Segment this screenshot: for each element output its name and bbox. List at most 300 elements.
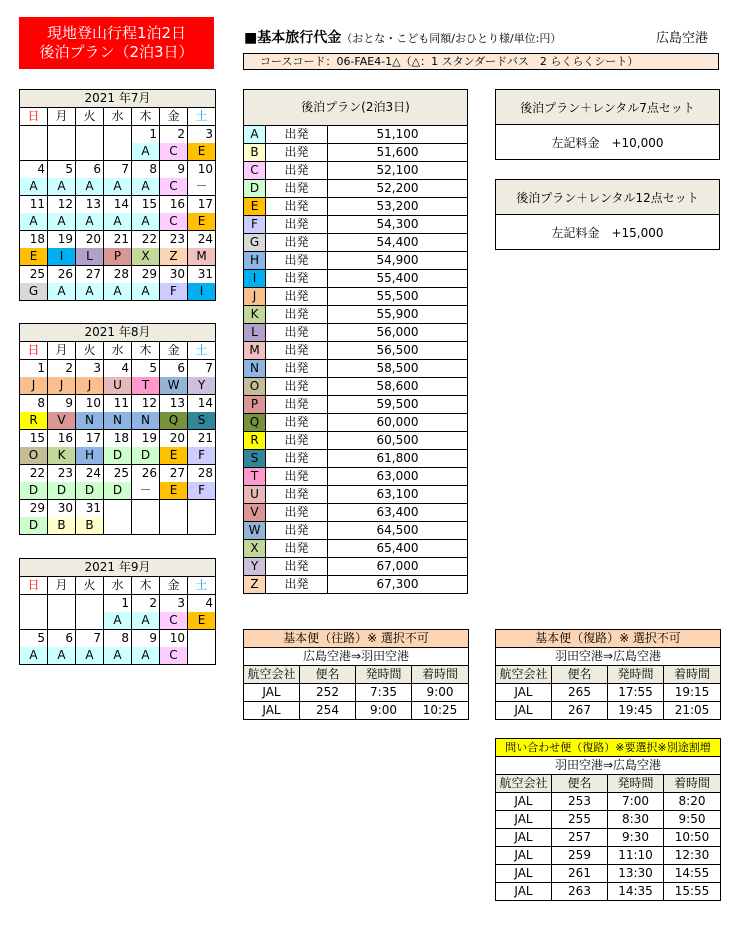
calendar-date: 20 [160,430,188,448]
calendar-price-code: X [132,248,160,266]
calendar-date: 2 [160,126,188,144]
calendar-table [19,89,216,301]
departure-label: 出発 [266,270,328,288]
flight-outbound-table [243,629,469,720]
price-value: 55,900 [328,306,468,324]
weekday-label: 木 [132,577,160,595]
calendar-date: 11 [20,196,48,214]
airline: JAL [496,865,552,883]
calendar-price-code: R [20,412,48,430]
plan-title-line1: 現地登山行程1泊2日 [46,24,187,42]
departure-time: 9:00 [356,702,412,720]
departure-time: 17:55 [608,684,664,702]
weekday-label: 水 [104,108,132,126]
price-row [244,180,468,198]
flight-column-header: 航空会社 [244,666,300,684]
calendar-date: 8 [20,395,48,413]
calendar-date [48,595,76,613]
price-row [244,558,468,576]
flight-number: 253 [552,793,608,811]
calendar-price-code: M [188,248,216,266]
arrival-time: 21:05 [664,702,721,720]
calendar-price-code: D [104,447,132,465]
departure-label: 出発 [266,126,328,144]
calendar-date: 28 [104,266,132,284]
flight-inquiry-table [495,738,721,901]
calendar-price-code: K [48,447,76,465]
airline: JAL [496,702,552,720]
price-value: 55,500 [328,288,468,306]
calendar-date: 2 [48,360,76,378]
calendar-date: 6 [48,630,76,648]
airline: JAL [244,702,300,720]
calendar-price-code: L [76,248,104,266]
arrival-time: 8:20 [664,793,721,811]
price-code: G [244,234,266,252]
price-row [244,270,468,288]
calendar-price-code: A [20,178,48,196]
calendar-price-code: F [160,283,188,301]
calendar-table [19,323,216,535]
arrival-time: 12:30 [664,847,721,865]
flight-route: 羽田空港⇒広島空港 [496,648,721,666]
calendar-date [160,500,188,518]
flight-row [496,847,721,865]
week-date-row [20,465,216,483]
calendar-price-code: B [76,517,104,535]
calendar-price-code: P [104,248,132,266]
departure-label: 出発 [266,324,328,342]
calendar-date: 4 [104,360,132,378]
price-code: B [244,144,266,162]
calendar-price-code [104,517,132,535]
week-date-row [20,266,216,284]
airline: JAL [496,793,552,811]
calendar-date: 27 [76,266,104,284]
calendar-date: 3 [188,126,216,144]
week-date-row [20,231,216,249]
departure-label: 出発 [266,162,328,180]
departure-time: 19:45 [608,702,664,720]
airline: JAL [496,847,552,865]
calendar-price-code: A [76,647,104,665]
price-row [244,396,468,414]
calendar-date: 7 [188,360,216,378]
departure-airport: 広島空港 [656,31,709,46]
departure-label: 出発 [266,252,328,270]
calendar-date: 25 [104,465,132,483]
weekday-label: 日 [20,108,48,126]
departure-label: 出発 [266,486,328,504]
calendar-price-code: J [76,377,104,395]
price-code: X [244,540,266,558]
calendar-date: 6 [160,360,188,378]
price-value: 61,800 [328,450,468,468]
departure-time: 14:35 [608,883,664,901]
price-value: 58,600 [328,378,468,396]
weekday-label: 木 [132,108,160,126]
price-value: 53,200 [328,198,468,216]
price-value: 63,000 [328,468,468,486]
week-date-row [20,595,216,613]
calendar-price-code [48,612,76,630]
price-value: 54,900 [328,252,468,270]
arrival-time: 10:25 [412,702,469,720]
calendar-price-code [160,517,188,535]
weekday-header [20,342,216,360]
calendar-date: 20 [76,231,104,249]
departure-label: 出発 [266,378,328,396]
calendar-date: 4 [188,595,216,613]
flight-row [244,684,469,702]
calendar-price-code: A [20,647,48,665]
price-code: P [244,396,266,414]
weekday-header [20,577,216,595]
price-code: N [244,360,266,378]
week-code-row [20,647,216,665]
calendar-date: 27 [160,465,188,483]
week-date-row [20,395,216,413]
price-row [244,576,468,594]
price-heading [244,27,561,47]
flight-route: 広島空港⇒羽田空港 [244,648,469,666]
week-code-row [20,213,216,231]
calendar-date: 18 [20,231,48,249]
calendar-month-title: 2021 年8月 [20,324,216,342]
calendar-price-code: J [20,377,48,395]
flight-number: 259 [552,847,608,865]
week-date-row [20,360,216,378]
calendar-price-code: Y [188,377,216,395]
calendar-date: 10 [76,395,104,413]
week-date-row [20,500,216,518]
calendar-price-code: D [48,482,76,500]
calendar-date: 30 [160,266,188,284]
departure-label: 出発 [266,288,328,306]
price-row [244,468,468,486]
departure-label: 出発 [266,342,328,360]
calendar-date: 11 [104,395,132,413]
week-date-row [20,430,216,448]
calendar-date: 7 [76,630,104,648]
calendar-price-code: G [20,283,48,301]
price-value: 63,100 [328,486,468,504]
flight-table [495,738,721,901]
calendar-price-code: A [132,283,160,301]
flight-number: 252 [300,684,356,702]
calendar-date: 6 [76,161,104,179]
price-value: 63,400 [328,504,468,522]
price-code: E [244,198,266,216]
departure-label: 出発 [266,180,328,198]
price-value: 56,000 [328,324,468,342]
week-date-row [20,126,216,144]
departure-time: 7:35 [356,684,412,702]
departure-time: 9:30 [608,829,664,847]
weekday-label: 土 [188,577,216,595]
calendar-date: 21 [104,231,132,249]
course-code: コースコード：06-FAE4-1△（△：1 スタンダードバス 2 らくらくシート） [243,53,719,70]
flight-column-headers [244,666,469,684]
calendar-date: 3 [76,360,104,378]
calendar-date: 8 [132,161,160,179]
price-table [243,89,468,594]
weekday-label: 土 [188,108,216,126]
flight-column-header: 便名 [552,775,608,793]
calendar-price-code: C [160,612,188,630]
price-value: 54,300 [328,216,468,234]
flight-row [496,865,721,883]
price-row [244,216,468,234]
calendar-date: 25 [20,266,48,284]
airline: JAL [496,883,552,901]
weekday-label: 月 [48,108,76,126]
calendar-price-code: E [188,143,216,161]
flight-column-header: 発時間 [356,666,412,684]
price-row [244,198,468,216]
calendar-month-title: 2021 年7月 [20,90,216,108]
weekday-label: 日 [20,342,48,360]
calendar-date: 4 [20,161,48,179]
calendar-date [104,500,132,518]
calendar-date: 1 [132,126,160,144]
week-code-row [20,517,216,535]
calendar-price-code: I [188,283,216,301]
calendar-price-code: A [76,283,104,301]
price-value: 59,500 [328,396,468,414]
calendar-price-code [188,647,216,665]
calendar-price-code: E [188,612,216,630]
price-value: 56,500 [328,342,468,360]
calendar-price-code: － [132,482,160,500]
calendar-price-code: A [132,647,160,665]
flight-table-title: 問い合わせ便（復路）※要選択※別途割増 [496,739,721,757]
calendar-date: 31 [76,500,104,518]
weekday-label: 金 [160,342,188,360]
departure-label: 出発 [266,468,328,486]
calendar-price-code: A [132,143,160,161]
calendar-date: 13 [76,196,104,214]
calendar-date: 16 [160,196,188,214]
calendar-date [76,126,104,144]
price-row [244,540,468,558]
calendar-date: 24 [188,231,216,249]
flight-column-headers [496,775,721,793]
week-code-row [20,612,216,630]
calendar-date: 19 [48,231,76,249]
calendar-price-code [20,612,48,630]
calendar-price-code: A [48,213,76,231]
calendar-date [48,126,76,144]
calendar-price-code [188,517,216,535]
price-row [244,234,468,252]
departure-label: 出発 [266,450,328,468]
flight-row [496,684,721,702]
departure-time: 8:30 [608,811,664,829]
calendar-price-code: A [76,213,104,231]
price-row [244,162,468,180]
departure-label: 出発 [266,414,328,432]
price-code: D [244,180,266,198]
calendar-price-code: U [104,377,132,395]
calendar-price-code: A [132,612,160,630]
calendar-price-code: O [20,447,48,465]
departure-label: 出発 [266,576,328,594]
flight-row [496,883,721,901]
calendar-month-title: 2021 年9月 [20,559,216,577]
calendar-september [19,558,216,665]
calendar-date: 1 [20,360,48,378]
airline: JAL [496,684,552,702]
flight-table [243,629,469,720]
calendar-date [20,595,48,613]
price-row [244,252,468,270]
week-code-row [20,248,216,266]
flight-column-header: 着時間 [664,775,721,793]
calendar-price-code: E [160,447,188,465]
departure-label: 出発 [266,396,328,414]
price-value: 55,400 [328,270,468,288]
calendar-date: 1 [104,595,132,613]
flight-number: 263 [552,883,608,901]
calendar-date: 15 [132,196,160,214]
price-row [244,126,468,144]
flight-row [496,793,721,811]
price-code: J [244,288,266,306]
weekday-label: 月 [48,342,76,360]
flight-number: 267 [552,702,608,720]
calendar-date: 8 [104,630,132,648]
arrival-time: 9:00 [412,684,469,702]
weekday-label: 火 [76,342,104,360]
calendar-date: 29 [20,500,48,518]
weekday-label: 水 [104,342,132,360]
arrival-time: 10:50 [664,829,721,847]
price-code: C [244,162,266,180]
calendar-date: 12 [132,395,160,413]
calendar-price-code: Z [160,248,188,266]
price-code: R [244,432,266,450]
departure-label: 出発 [266,432,328,450]
calendar-date: 28 [188,465,216,483]
price-value: 67,000 [328,558,468,576]
flight-route: 羽田空港⇒広島空港 [496,757,721,775]
calendar-date: 22 [20,465,48,483]
calendar-price-code: S [188,412,216,430]
rental-12-box [495,179,720,250]
calendar-date [104,126,132,144]
price-row [244,504,468,522]
calendar-date: 17 [76,430,104,448]
calendar-date: 2 [132,595,160,613]
weekday-label: 火 [76,577,104,595]
weekday-label: 日 [20,577,48,595]
airline: JAL [496,829,552,847]
price-row [244,414,468,432]
departure-label: 出発 [266,144,328,162]
price-row [244,324,468,342]
price-row [244,306,468,324]
price-value: 52,200 [328,180,468,198]
calendar-price-code: A [48,178,76,196]
flight-column-header: 着時間 [412,666,469,684]
departure-time: 7:00 [608,793,664,811]
calendar-price-code: A [20,213,48,231]
weekday-label: 金 [160,577,188,595]
flight-column-headers [496,666,721,684]
flight-number: 254 [300,702,356,720]
price-code: I [244,270,266,288]
price-code: S [244,450,266,468]
departure-label: 出発 [266,504,328,522]
calendar-price-code: A [104,283,132,301]
calendar-price-code [132,517,160,535]
price-value: 60,000 [328,414,468,432]
calendar-price-code: A [104,612,132,630]
calendar-price-code: V [48,412,76,430]
calendar-price-code: W [160,377,188,395]
price-code: V [244,504,266,522]
calendar-price-code [76,143,104,161]
calendar-price-code: A [76,178,104,196]
calendar-price-code: C [160,647,188,665]
calendar-price-code: F [188,447,216,465]
calendar-date: 5 [20,630,48,648]
calendar-date: 9 [48,395,76,413]
calendar-price-code: T [132,377,160,395]
price-table-header: 後泊プラン(2泊3日) [244,90,468,126]
rental-12-title: 後泊プラン＋レンタル12点セット [496,180,720,215]
price-heading-sub: （おとな・こども同額/おひとり様/単位:円） [341,32,562,45]
flight-column-header: 着時間 [664,666,721,684]
week-code-row [20,283,216,301]
calendar-price-code: E [188,213,216,231]
calendar-table [19,558,216,665]
calendar-price-code: A [104,647,132,665]
calendar-date: 24 [76,465,104,483]
calendar-price-code: J [48,377,76,395]
flight-number: 257 [552,829,608,847]
arrival-time: 15:55 [664,883,721,901]
flight-row [496,811,721,829]
calendar-price-code: F [188,482,216,500]
calendar-date: 9 [132,630,160,648]
price-heading-main: ■基本旅行代金 [244,30,342,46]
price-code: M [244,342,266,360]
calendar-price-code: A [132,178,160,196]
calendar-price-code: A [48,647,76,665]
price-value: 51,600 [328,144,468,162]
calendar-date [76,595,104,613]
weekday-header [20,108,216,126]
calendar-price-code: D [76,482,104,500]
plan-title-box [19,17,214,69]
calendar-date: 19 [132,430,160,448]
calendar-date: 17 [188,196,216,214]
flight-row [496,829,721,847]
calendar-price-code: － [188,178,216,196]
calendar-date [188,500,216,518]
week-code-row [20,178,216,196]
rental-12-value: 左記料金 +15,000 [496,215,720,250]
departure-label: 出発 [266,540,328,558]
calendar-date: 5 [48,161,76,179]
calendar-price-code: D [20,482,48,500]
week-code-row [20,143,216,161]
price-code: A [244,126,266,144]
calendar-date: 10 [160,630,188,648]
price-value: 52,100 [328,162,468,180]
